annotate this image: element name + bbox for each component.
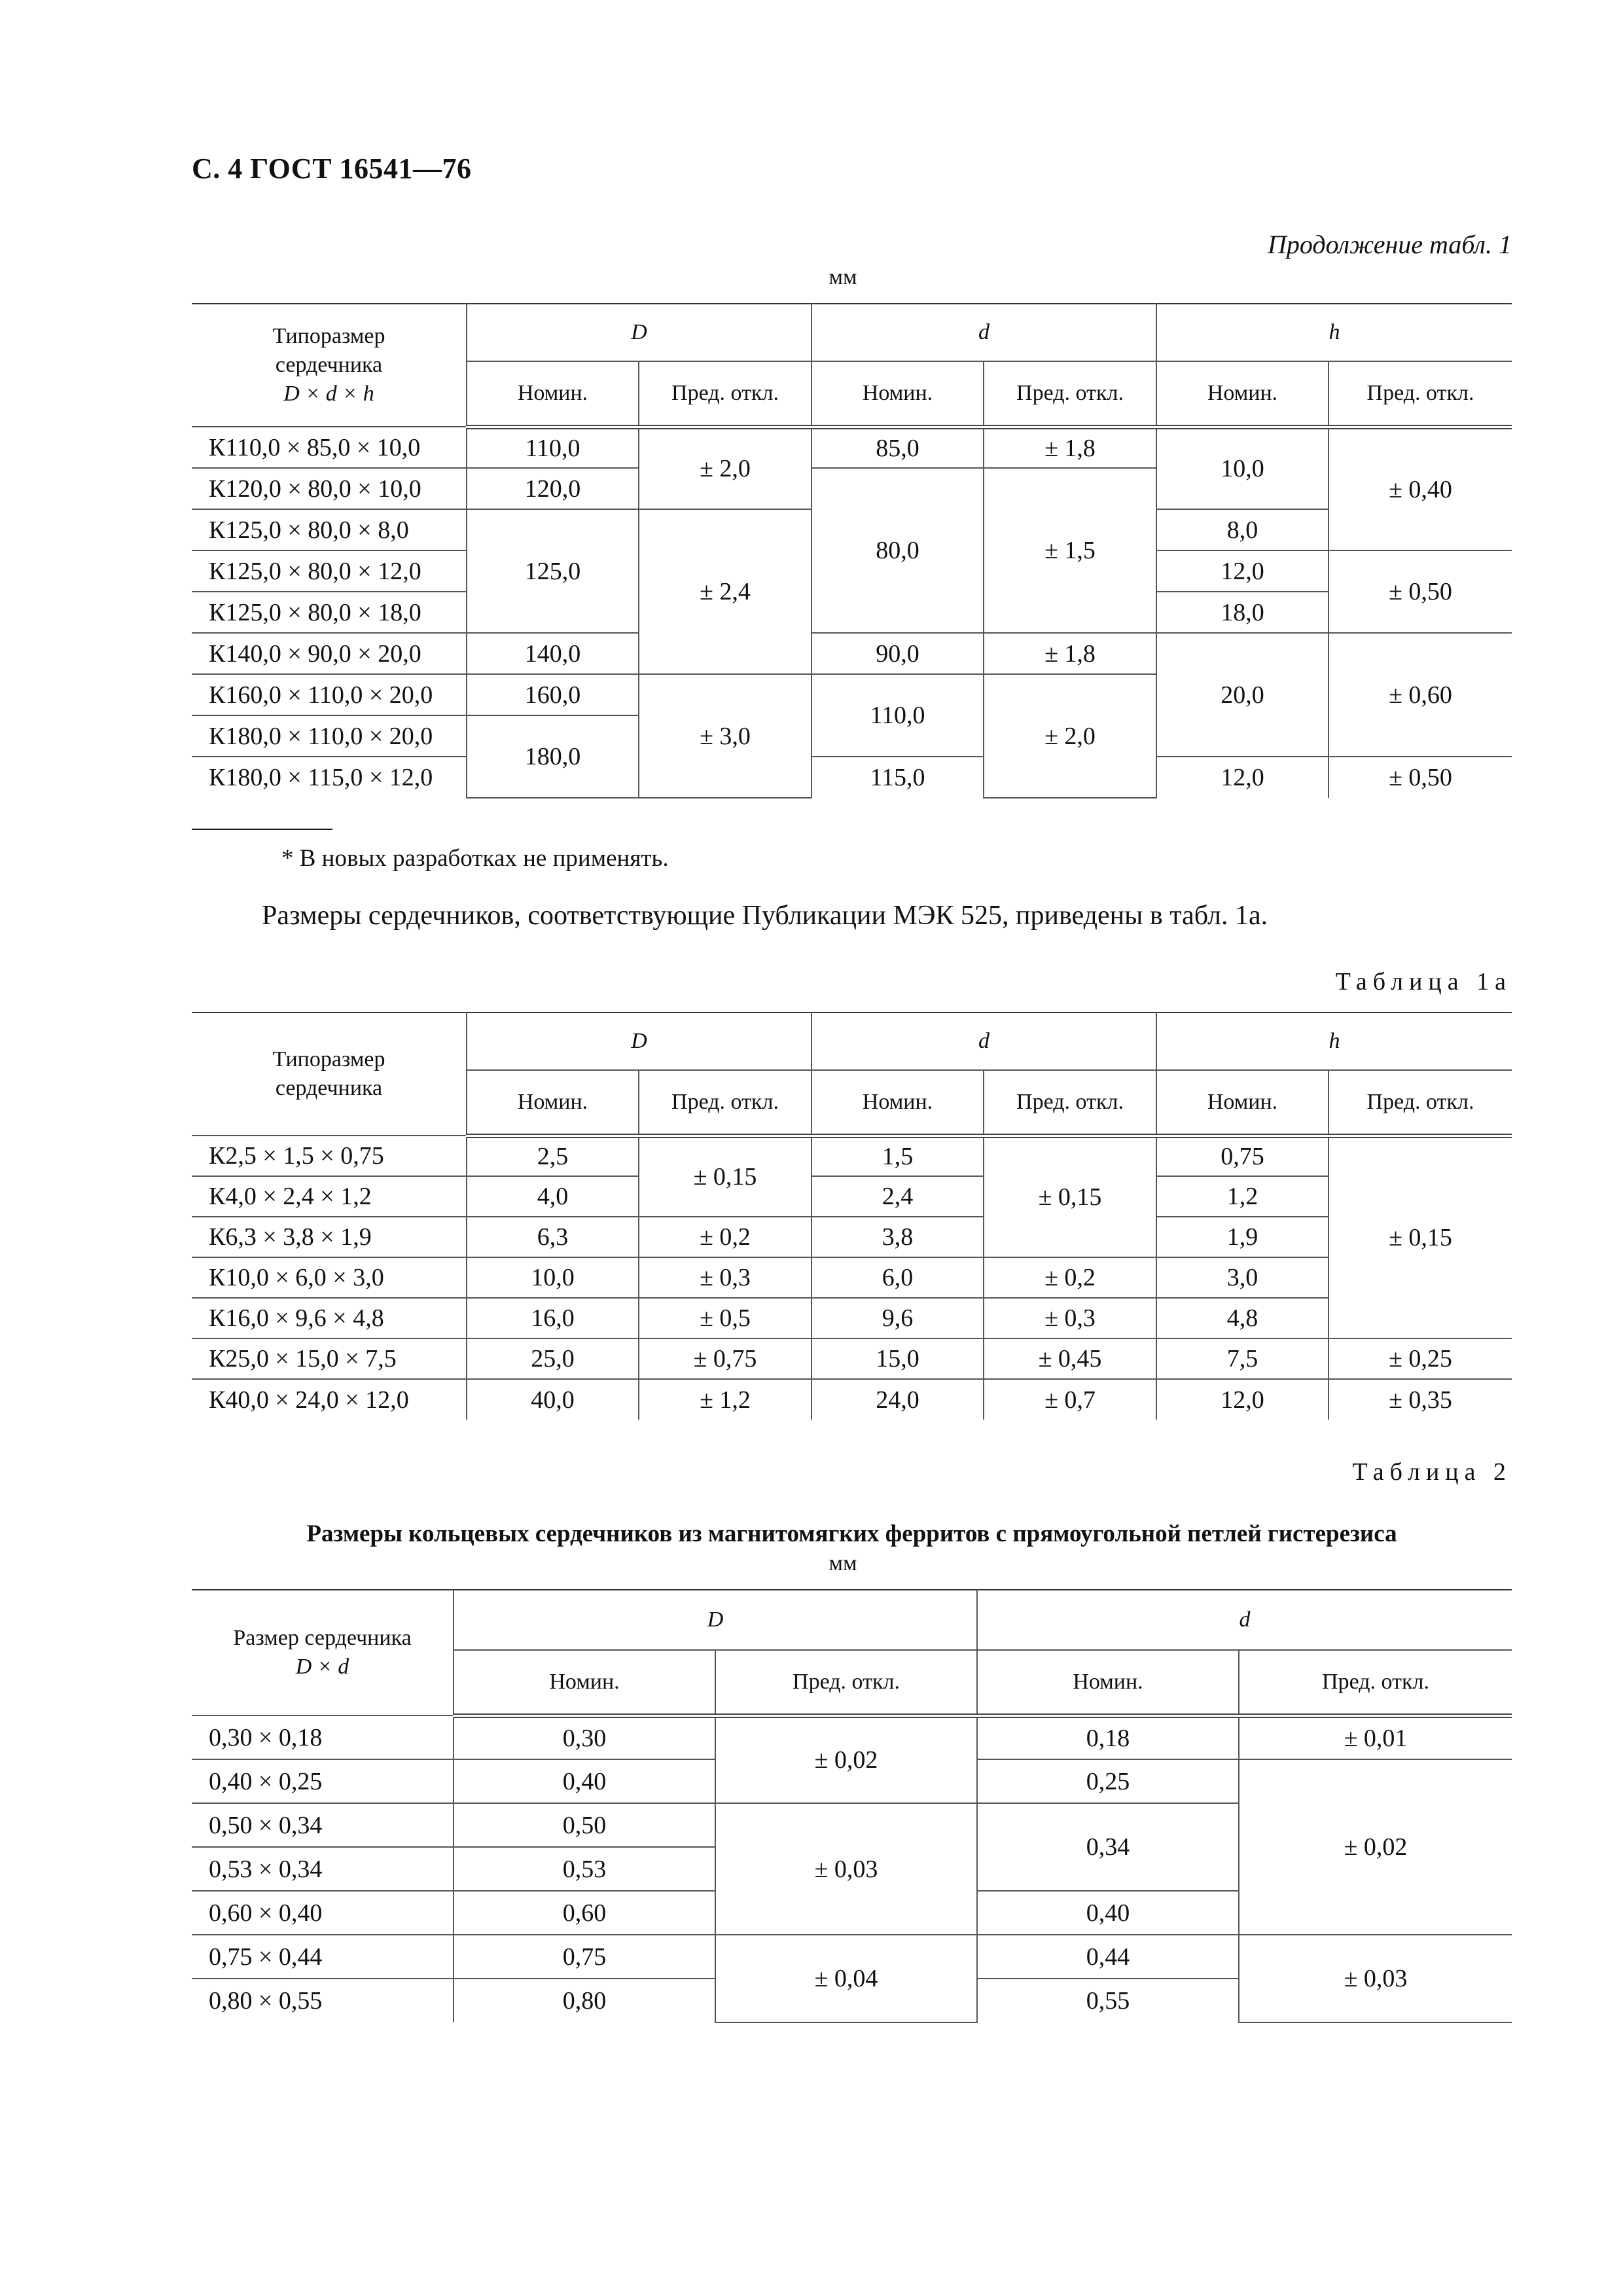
header-deviation: Пред. откл. bbox=[639, 1070, 812, 1136]
cell-size: К4,0 × 2,4 × 1,2 bbox=[192, 1176, 467, 1217]
cell-d-deviation: ± 1,8 bbox=[984, 427, 1156, 468]
cell-D-deviation: ± 0,02 bbox=[715, 1715, 977, 1803]
cell-d-nominal: 1,5 bbox=[812, 1136, 984, 1176]
table-row bbox=[192, 633, 1512, 674]
cell-D-nominal: 40,0 bbox=[467, 1379, 639, 1420]
cell-D-nominal: 160,0 bbox=[467, 674, 639, 715]
cell-h-nominal: 1,2 bbox=[1156, 1176, 1329, 1217]
cell-d-nominal: 0,55 bbox=[977, 1979, 1239, 2022]
header-core-size-line2: сердечника bbox=[275, 1076, 383, 1100]
header-core-size-line3: D × d × h bbox=[283, 382, 374, 406]
cell-D-deviation: ± 0,75 bbox=[639, 1338, 812, 1379]
cell-d-nominal: 2,4 bbox=[812, 1176, 984, 1217]
table-row bbox=[192, 1935, 1512, 1979]
cell-d-nominal: 24,0 bbox=[812, 1379, 984, 1420]
cell-D-nominal: 25,0 bbox=[467, 1338, 639, 1379]
cell-size: К180,0 × 110,0 × 20,0 bbox=[192, 715, 467, 757]
cell-size: К180,0 × 115,0 × 12,0 bbox=[192, 757, 467, 798]
cell-size: 0,30 × 0,18 bbox=[192, 1715, 454, 1759]
cell-D-nominal: 110,0 bbox=[467, 427, 639, 468]
header-h: h bbox=[1156, 1013, 1512, 1070]
cell-d-nominal: 80,0 bbox=[812, 468, 984, 633]
cell-D-deviation: ± 0,04 bbox=[715, 1935, 977, 2022]
header-nominal: Номин. bbox=[1156, 361, 1329, 427]
table-row bbox=[192, 1298, 1512, 1338]
cell-d-nominal: 6,0 bbox=[812, 1257, 984, 1298]
cell-D-nominal: 125,0 bbox=[467, 509, 639, 633]
cell-size: К120,0 × 80,0 × 10,0 bbox=[192, 468, 467, 509]
cell-size: К16,0 × 9,6 × 4,8 bbox=[192, 1298, 467, 1338]
cell-size: К110,0 × 85,0 × 10,0 bbox=[192, 427, 467, 468]
cell-d-nominal: 3,8 bbox=[812, 1217, 984, 1257]
table-2-caption: Таблица 2 bbox=[1352, 1458, 1512, 1486]
cell-h-nominal: 12,0 bbox=[1156, 1379, 1329, 1420]
cell-d-nominal: 0,34 bbox=[977, 1803, 1239, 1891]
cell-size: 0,40 × 0,25 bbox=[192, 1759, 454, 1803]
cell-D-nominal: 180,0 bbox=[467, 715, 639, 798]
cell-h-nominal: 0,75 bbox=[1156, 1136, 1329, 1176]
cell-D-nominal: 0,60 bbox=[454, 1891, 715, 1935]
cell-h-deviation: ± 0,60 bbox=[1329, 633, 1512, 757]
cell-d-deviation: ± 0,02 bbox=[1239, 1759, 1512, 1935]
cell-size: 0,50 × 0,34 bbox=[192, 1803, 454, 1847]
cell-h-deviation: ± 0,50 bbox=[1329, 550, 1512, 633]
cell-size: К10,0 × 6,0 × 3,0 bbox=[192, 1257, 467, 1298]
cell-D-nominal: 4,0 bbox=[467, 1176, 639, 1217]
cell-D-nominal: 120,0 bbox=[467, 468, 639, 509]
cell-size: К25,0 × 15,0 × 7,5 bbox=[192, 1338, 467, 1379]
cell-size: 0,53 × 0,34 bbox=[192, 1847, 454, 1891]
header-core-size-line1: Типоразмер bbox=[272, 323, 385, 348]
cell-d-nominal: 0,44 bbox=[977, 1935, 1239, 1979]
cell-d-nominal: 0,40 bbox=[977, 1891, 1239, 1935]
cell-D-deviation: ± 0,15 bbox=[639, 1136, 812, 1217]
cell-D-deviation: ± 0,03 bbox=[715, 1803, 977, 1935]
cell-D-deviation: ± 0,2 bbox=[639, 1217, 812, 1257]
paragraph: Размеры сердечников, соответствующие Публикации МЭК 525, приведены в табл. 1а. bbox=[262, 901, 1268, 931]
header-d: d bbox=[812, 304, 1156, 361]
cell-size: 0,75 × 0,44 bbox=[192, 1935, 454, 1979]
cell-D-nominal: 0,80 bbox=[454, 1979, 715, 2022]
cell-h-nominal: 4,8 bbox=[1156, 1298, 1329, 1338]
header-deviation: Пред. откл. bbox=[1329, 1070, 1512, 1136]
cell-size: К125,0 × 80,0 × 12,0 bbox=[192, 550, 467, 592]
cell-d-nominal: 0,18 bbox=[977, 1715, 1239, 1759]
cell-d-deviation: ± 1,8 bbox=[984, 633, 1156, 674]
cell-d-deviation: ± 2,0 bbox=[984, 674, 1156, 798]
cell-D-deviation: ± 3,0 bbox=[639, 674, 812, 798]
table-1-continued bbox=[192, 303, 1512, 798]
cell-D-nominal: 16,0 bbox=[467, 1298, 639, 1338]
cell-size: К125,0 × 80,0 × 18,0 bbox=[192, 592, 467, 633]
cell-h-nominal: 10,0 bbox=[1156, 427, 1329, 509]
header-core-size-line2: D × d bbox=[295, 1655, 349, 1679]
cell-h-nominal: 7,5 bbox=[1156, 1338, 1329, 1379]
cell-h-deviation: ± 0,40 bbox=[1329, 427, 1512, 550]
cell-h-deviation: ± 0,35 bbox=[1329, 1379, 1512, 1420]
cell-h-nominal: 20,0 bbox=[1156, 633, 1329, 757]
header-D: D bbox=[467, 1013, 812, 1070]
header-deviation: Пред. откл. bbox=[639, 361, 812, 427]
header-d: d bbox=[977, 1590, 1512, 1650]
cell-d-nominal: 85,0 bbox=[812, 427, 984, 468]
header-nominal: Номин. bbox=[467, 361, 639, 427]
cell-D-nominal: 6,3 bbox=[467, 1217, 639, 1257]
unit-label: мм bbox=[829, 265, 857, 289]
cell-size: К6,3 × 3,8 × 1,9 bbox=[192, 1217, 467, 1257]
header-D: D bbox=[467, 304, 812, 361]
cell-D-nominal: 140,0 bbox=[467, 633, 639, 674]
cell-D-deviation: ± 0,3 bbox=[639, 1257, 812, 1298]
header-core-size-line2: сердечника bbox=[275, 352, 383, 377]
cell-D-deviation: ± 0,5 bbox=[639, 1298, 812, 1338]
cell-d-nominal: 115,0 bbox=[812, 757, 984, 798]
table-1a-caption: Таблица 1а bbox=[1335, 968, 1512, 996]
table-row bbox=[192, 1217, 1512, 1257]
cell-d-deviation: ± 0,7 bbox=[984, 1379, 1156, 1420]
table-row bbox=[192, 757, 1512, 798]
cell-D-nominal: 0,50 bbox=[454, 1803, 715, 1847]
cell-D-nominal: 0,53 bbox=[454, 1847, 715, 1891]
header-nominal: Номин. bbox=[812, 361, 984, 427]
table-row bbox=[192, 1338, 1512, 1379]
table-continuation-label: Продолжение табл. 1 bbox=[1267, 230, 1512, 259]
header-deviation: Пред. откл. bbox=[1239, 1650, 1512, 1715]
cell-size: 0,80 × 0,55 bbox=[192, 1979, 454, 2022]
table-row bbox=[192, 1715, 1512, 1759]
cell-h-deviation: ± 0,25 bbox=[1329, 1338, 1512, 1379]
cell-D-nominal: 0,30 bbox=[454, 1715, 715, 1759]
cell-D-nominal: 10,0 bbox=[467, 1257, 639, 1298]
header-deviation: Пред. откл. bbox=[984, 1070, 1156, 1136]
header-D: D bbox=[454, 1590, 977, 1650]
table-row bbox=[192, 427, 1512, 468]
header-core-size bbox=[192, 304, 467, 427]
cell-d-nominal: 90,0 bbox=[812, 633, 984, 674]
cell-h-nominal: 3,0 bbox=[1156, 1257, 1329, 1298]
header-h: h bbox=[1156, 304, 1512, 361]
cell-d-deviation: ± 0,03 bbox=[1239, 1935, 1512, 2022]
table-2 bbox=[192, 1589, 1512, 2023]
header-deviation: Пред. откл. bbox=[984, 361, 1156, 427]
cell-D-deviation: ± 2,4 bbox=[639, 509, 812, 674]
table-row bbox=[192, 1257, 1512, 1298]
cell-h-nominal: 18,0 bbox=[1156, 592, 1329, 633]
cell-h-nominal: 12,0 bbox=[1156, 550, 1329, 592]
cell-size: К40,0 × 24,0 × 12,0 bbox=[192, 1379, 467, 1420]
table-row bbox=[192, 1176, 1512, 1217]
header-deviation: Пред. откл. bbox=[1329, 361, 1512, 427]
cell-size: К2,5 × 1,5 × 0,75 bbox=[192, 1136, 467, 1176]
footnote-rule bbox=[192, 829, 332, 830]
table-1a bbox=[192, 1012, 1512, 1420]
cell-size: К140,0 × 90,0 × 20,0 bbox=[192, 633, 467, 674]
table-row bbox=[192, 1136, 1512, 1176]
header-core-size-line1: Размер сердечника bbox=[233, 1625, 412, 1650]
cell-size: 0,60 × 0,40 bbox=[192, 1891, 454, 1935]
cell-d-deviation: ± 0,01 bbox=[1239, 1715, 1512, 1759]
cell-d-deviation: ± 0,3 bbox=[984, 1298, 1156, 1338]
cell-d-deviation: ± 0,15 bbox=[984, 1136, 1156, 1257]
cell-d-deviation: ± 0,2 bbox=[984, 1257, 1156, 1298]
page-header: С. 4 ГОСТ 16541—76 bbox=[192, 152, 472, 185]
cell-h-nominal: 8,0 bbox=[1156, 509, 1329, 550]
cell-h-deviation: ± 0,15 bbox=[1329, 1136, 1512, 1338]
header-nominal: Номин. bbox=[977, 1650, 1239, 1715]
header-core-size bbox=[192, 1590, 454, 1715]
cell-d-nominal: 110,0 bbox=[812, 674, 984, 757]
table-2-unit: мм bbox=[829, 1551, 857, 1575]
cell-D-nominal: 2,5 bbox=[467, 1136, 639, 1176]
table-2-title: Размеры кольцевых сердечников из магнитомягких ферритов с прямоугольной петлей гистерезиса bbox=[306, 1520, 1397, 1547]
cell-size: К160,0 × 110,0 × 20,0 bbox=[192, 674, 467, 715]
cell-h-nominal: 12,0 bbox=[1156, 757, 1329, 798]
cell-d-nominal: 9,6 bbox=[812, 1298, 984, 1338]
cell-d-nominal: 15,0 bbox=[812, 1338, 984, 1379]
header-core-size bbox=[192, 1013, 467, 1136]
cell-D-nominal: 0,75 bbox=[454, 1935, 715, 1979]
cell-d-deviation: ± 0,45 bbox=[984, 1338, 1156, 1379]
cell-D-deviation: ± 1,2 bbox=[639, 1379, 812, 1420]
cell-D-nominal: 0,40 bbox=[454, 1759, 715, 1803]
header-core-size-line1: Типоразмер bbox=[272, 1047, 385, 1071]
header-d: d bbox=[812, 1013, 1156, 1070]
table-row bbox=[192, 1379, 1512, 1420]
cell-d-nominal: 0,25 bbox=[977, 1759, 1239, 1803]
cell-h-deviation: ± 0,50 bbox=[1329, 757, 1512, 798]
header-nominal: Номин. bbox=[1156, 1070, 1329, 1136]
cell-D-deviation: ± 2,0 bbox=[639, 427, 812, 509]
header-nominal: Номин. bbox=[467, 1070, 639, 1136]
cell-size: К125,0 × 80,0 × 8,0 bbox=[192, 509, 467, 550]
cell-h-nominal: 1,9 bbox=[1156, 1217, 1329, 1257]
footnote: * В новых разработках не применять. bbox=[281, 845, 669, 872]
header-deviation: Пред. откл. bbox=[715, 1650, 977, 1715]
cell-d-deviation: ± 1,5 bbox=[984, 468, 1156, 633]
header-nominal: Номин. bbox=[454, 1650, 715, 1715]
header-nominal: Номин. bbox=[812, 1070, 984, 1136]
